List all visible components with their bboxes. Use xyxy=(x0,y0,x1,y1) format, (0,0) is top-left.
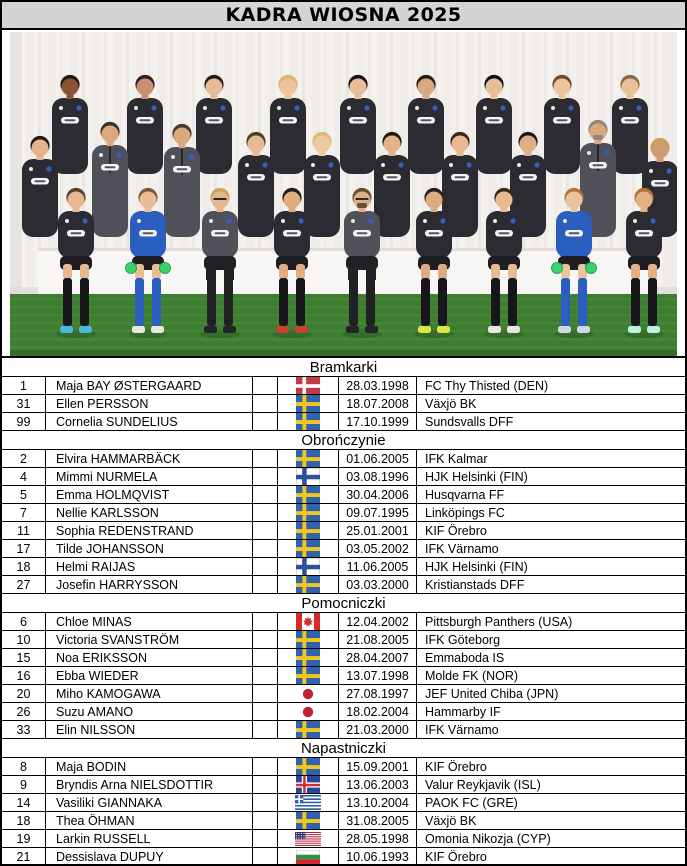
club-name: PAOK FC (GRE) xyxy=(425,795,518,810)
section-header: Napastniczki xyxy=(2,739,685,758)
flag-can-icon xyxy=(278,613,339,630)
table-row xyxy=(2,721,685,739)
birth-date: 25.01.2001 xyxy=(339,522,417,539)
table-row xyxy=(2,649,685,667)
player-name: Bryndis Arna NIELSDOTTIR xyxy=(46,776,253,793)
club-name: FC Thy Thisted (DEN) xyxy=(425,378,549,393)
player-name: Thea ÖHMAN xyxy=(46,812,253,829)
roster-table xyxy=(2,356,685,866)
player-name: Dessislava DUPUY xyxy=(46,848,253,866)
empty-cell xyxy=(253,613,278,630)
table-row xyxy=(2,758,685,776)
birth-date: 10.06.1993 xyxy=(339,848,417,866)
table-row xyxy=(2,576,685,594)
table-row xyxy=(2,613,685,631)
birth-date: 21.08.2005 xyxy=(339,631,417,648)
flag-swe-icon xyxy=(278,649,339,666)
flag-swe-icon xyxy=(278,631,339,648)
table-row xyxy=(2,450,685,468)
empty-cell xyxy=(253,776,278,793)
empty-cell xyxy=(253,812,278,829)
player-name: Emma HOLMQVIST xyxy=(46,486,253,503)
empty-cell xyxy=(253,504,278,521)
empty-cell xyxy=(253,522,278,539)
player-name: Ebba WIEDER xyxy=(46,667,253,684)
player-number: 5 xyxy=(2,486,46,503)
birth-date: 27.08.1997 xyxy=(339,685,417,702)
player-name: Nellie KARLSSON xyxy=(46,504,253,521)
flag-swe-icon xyxy=(278,758,339,775)
empty-cell xyxy=(253,685,278,702)
page-title: KADRA WIOSNA 2025 xyxy=(2,2,685,30)
table-row xyxy=(2,685,685,703)
empty-cell xyxy=(253,848,278,866)
player-name: Vasiliki GIANNAKA xyxy=(46,794,253,811)
section-header: Obrończynie xyxy=(2,431,685,450)
flag-swe-icon xyxy=(278,413,339,430)
player-name: Elvira HAMMARBÄCK xyxy=(46,450,253,467)
empty-cell xyxy=(253,649,278,666)
club-name: Växjö BK xyxy=(425,396,477,411)
table-row xyxy=(2,558,685,576)
table-row xyxy=(2,812,685,830)
club-name: IFK Värnamo xyxy=(425,722,499,737)
table-row xyxy=(2,830,685,848)
birth-date: 03.05.2002 xyxy=(339,540,417,557)
birth-date: 13.07.1998 xyxy=(339,667,417,684)
flag-swe-icon xyxy=(278,486,339,503)
flag-usa-icon xyxy=(278,830,339,847)
birth-date: 03.03.2000 xyxy=(339,576,417,593)
player-name: Sophia REDENSTRAND xyxy=(46,522,253,539)
table-row xyxy=(2,468,685,486)
club-name: HJK Helsinki (FIN) xyxy=(425,469,528,484)
birth-date: 12.04.2002 xyxy=(339,613,417,630)
table-row xyxy=(2,703,685,721)
flag-gre-icon xyxy=(278,794,339,811)
player-number: 33 xyxy=(2,721,46,738)
flag-swe-icon xyxy=(278,504,339,521)
player-number: 21 xyxy=(2,848,46,866)
player-name: Noa ERIKSSON xyxy=(46,649,253,666)
flag-bul-icon xyxy=(278,848,339,866)
section-header: Pomocniczki xyxy=(2,594,685,613)
birth-date: 30.04.2006 xyxy=(339,486,417,503)
birth-date: 28.04.2007 xyxy=(339,649,417,666)
player-number: 16 xyxy=(2,667,46,684)
flag-fin-icon xyxy=(278,558,339,575)
player-number: 26 xyxy=(2,703,46,720)
player-number: 19 xyxy=(2,830,46,847)
table-row xyxy=(2,395,685,413)
player-number: 11 xyxy=(2,522,46,539)
player-number: 10 xyxy=(2,631,46,648)
empty-cell xyxy=(253,830,278,847)
player-number: 1 xyxy=(2,377,46,394)
club-name: Pittsburgh Panthers (USA) xyxy=(425,614,573,629)
table-row xyxy=(2,486,685,504)
empty-cell xyxy=(253,558,278,575)
player-name: Helmi RAIJAS xyxy=(46,558,253,575)
flag-swe-icon xyxy=(278,576,339,593)
player-name: Tilde JOHANSSON xyxy=(46,540,253,557)
club-name: Emmaboda IS xyxy=(425,650,505,665)
player-number: 31 xyxy=(2,395,46,412)
player-name: Cornelia SUNDELIUS xyxy=(46,413,253,430)
empty-cell xyxy=(253,794,278,811)
empty-cell xyxy=(253,667,278,684)
flag-isl-icon xyxy=(278,776,339,793)
player-number: 8 xyxy=(2,758,46,775)
player-name: Josefin HARRYSSON xyxy=(46,576,253,593)
player-number: 27 xyxy=(2,576,46,593)
empty-cell xyxy=(253,486,278,503)
club-name: IFK Kalmar xyxy=(425,451,488,466)
empty-cell xyxy=(253,576,278,593)
flag-den-icon xyxy=(278,377,339,394)
birth-date: 18.07.2008 xyxy=(339,395,417,412)
player-number: 6 xyxy=(2,613,46,630)
player-name: Mimmi NURMELA xyxy=(46,468,253,485)
empty-cell xyxy=(253,468,278,485)
empty-cell xyxy=(253,703,278,720)
player-number: 20 xyxy=(2,685,46,702)
player-number: 15 xyxy=(2,649,46,666)
player-number: 18 xyxy=(2,812,46,829)
club-name: Omonia Nikozja (CYP) xyxy=(425,831,551,846)
table-row xyxy=(2,631,685,649)
empty-cell xyxy=(253,631,278,648)
player-name: Maja BAY ØSTERGAARD xyxy=(46,377,253,394)
club-name: IFK Göteborg xyxy=(425,632,501,647)
birth-date: 09.07.1995 xyxy=(339,504,417,521)
birth-date: 31.08.2005 xyxy=(339,812,417,829)
table-row xyxy=(2,667,685,685)
club-name: IFK Värnamo xyxy=(425,541,499,556)
club-name: KIF Örebro xyxy=(425,850,487,864)
club-name: Kristianstads DFF xyxy=(425,577,525,592)
club-name: Hammarby IF xyxy=(425,704,501,719)
club-name: Växjö BK xyxy=(425,813,477,828)
player-number: 18 xyxy=(2,558,46,575)
player-number: 2 xyxy=(2,450,46,467)
birth-date: 28.05.1998 xyxy=(339,830,417,847)
table-row xyxy=(2,776,685,794)
team-photo-illustration xyxy=(10,32,677,356)
flag-fin-icon xyxy=(278,468,339,485)
player-number: 4 xyxy=(2,468,46,485)
empty-cell xyxy=(253,395,278,412)
empty-cell xyxy=(253,450,278,467)
table-row xyxy=(2,848,685,866)
flag-swe-icon xyxy=(278,721,339,738)
player-name: Miho KAMOGAWA xyxy=(46,685,253,702)
birth-date: 13.10.2004 xyxy=(339,794,417,811)
club-name: HJK Helsinki (FIN) xyxy=(425,559,528,574)
empty-cell xyxy=(253,540,278,557)
flag-jpn-icon xyxy=(278,703,339,720)
club-name: Linköpings FC xyxy=(425,505,505,520)
player-name: Ellen PERSSON xyxy=(46,395,253,412)
club-name: Sundsvalls DFF xyxy=(425,414,514,429)
player-name: Suzu AMANO xyxy=(46,703,253,720)
birth-date: 28.03.1998 xyxy=(339,377,417,394)
player-number: 7 xyxy=(2,504,46,521)
table-row xyxy=(2,540,685,558)
birth-date: 01.06.2005 xyxy=(339,450,417,467)
flag-swe-icon xyxy=(278,667,339,684)
flag-swe-icon xyxy=(278,450,339,467)
table-row xyxy=(2,377,685,395)
player-name: Chloe MINAS xyxy=(46,613,253,630)
flag-swe-icon xyxy=(278,395,339,412)
birth-date: 17.10.1999 xyxy=(339,413,417,430)
table-row xyxy=(2,522,685,540)
club-name: KIF Örebro xyxy=(425,523,487,538)
birth-date: 11.06.2005 xyxy=(339,558,417,575)
empty-cell xyxy=(253,413,278,430)
empty-cell xyxy=(253,721,278,738)
club-name: JEF United Chiba (JPN) xyxy=(425,686,559,701)
birth-date: 15.09.2001 xyxy=(339,758,417,775)
club-name: Husqvarna FF xyxy=(425,487,505,502)
section-header: Bramkarki xyxy=(2,358,685,377)
club-name: Molde FK (NOR) xyxy=(425,668,519,683)
table-row xyxy=(2,794,685,812)
player-name: Victoria SVANSTRÖM xyxy=(46,631,253,648)
birth-date: 13.06.2003 xyxy=(339,776,417,793)
flag-jpn-icon xyxy=(278,685,339,702)
team-photo xyxy=(2,30,685,356)
birth-date: 18.02.2004 xyxy=(339,703,417,720)
player-name: Larkin RUSSELL xyxy=(46,830,253,847)
player-number: 14 xyxy=(2,794,46,811)
club-name: KIF Örebro xyxy=(425,759,487,774)
flag-swe-icon xyxy=(278,522,339,539)
flag-swe-icon xyxy=(278,812,339,829)
player-number: 99 xyxy=(2,413,46,430)
birth-date: 21.03.2000 xyxy=(339,721,417,738)
birth-date: 03.08.1996 xyxy=(339,468,417,485)
club-name: Valur Reykjavik (ISL) xyxy=(425,777,541,792)
table-row xyxy=(2,413,685,431)
flag-swe-icon xyxy=(278,540,339,557)
empty-cell xyxy=(253,377,278,394)
player-number: 9 xyxy=(2,776,46,793)
player-number: 17 xyxy=(2,540,46,557)
player-name: Maja BODIN xyxy=(46,758,253,775)
empty-cell xyxy=(253,758,278,775)
table-row xyxy=(2,504,685,522)
player-name: Elin NILSSON xyxy=(46,721,253,738)
